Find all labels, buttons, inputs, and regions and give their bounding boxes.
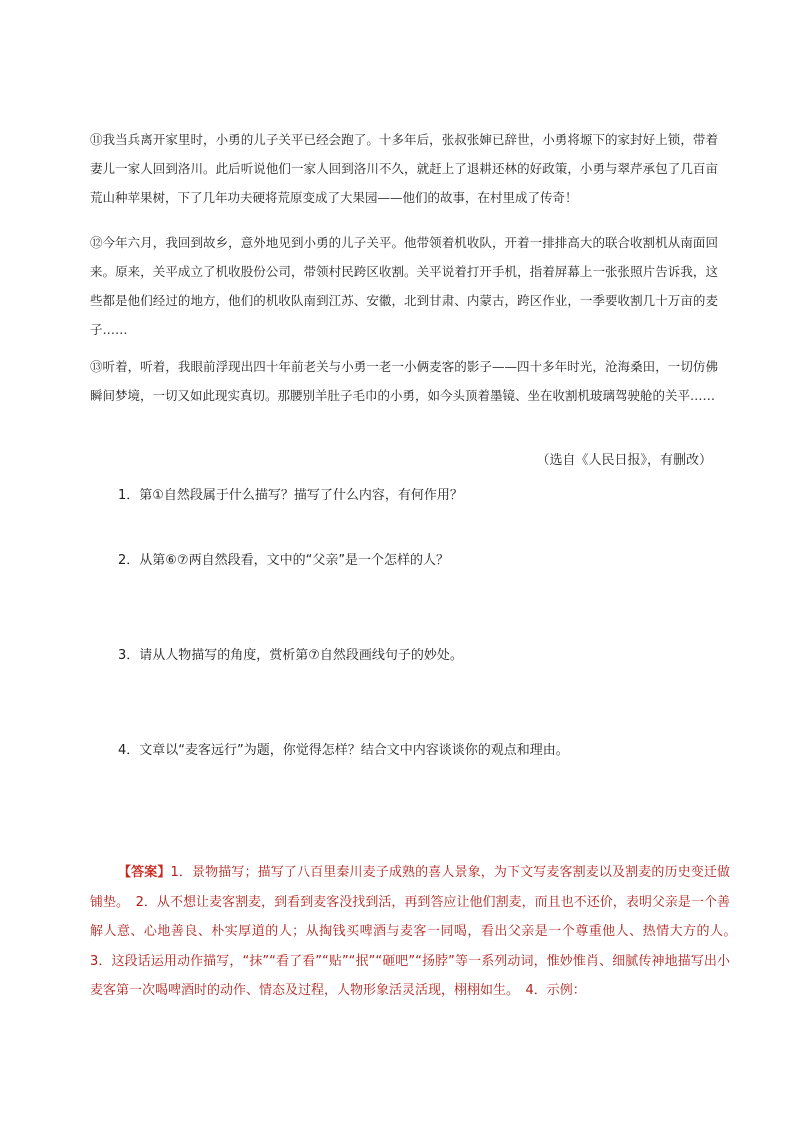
- answer-block: [90, 858, 744, 1006]
- paragraph-11: ⑪我当兵离开家里时，小勇的儿子关平已经会跑了。十多年后，张叔张婶已辞世，小勇将塬下的家封好上锁，带着妻儿一家人回到洛川。此后听说他们一家人回到洛川不久，就赶上了退耕还林的好政策，小勇与翠芹承包了几百亩荒山种苹果树，下了几年功夫硬将荒原变成了大果园——他们的故事，在村里成了传奇！: [90, 132, 718, 205]
- question-1: 1．第①自然段属于什么描写？描写了什么内容，有何作用？: [118, 488, 463, 503]
- question-3: 3．请从人物描写的角度，赏析第⑦自然段画线句子的妙处。: [118, 648, 463, 663]
- answer-text: 1．景物描写；描写了八百里秦川麦子成熟的喜人景象，为下文写麦客割麦以及割麦的历史变迁做铺垫。 2．从不想让麦客割麦，到看到麦客没找到活，再到答应让他们割麦，而且也不还价，表明父亲是一个善解人意、心地善良、朴实厚道的人；从掏钱买啤酒与麦客一同喝，看出父亲是一个尊重他人、热情大方的人。 3．这段话运用动作描写，“抹”“看了看”“贴”“抿”“砸吧”“扬脖”等一系列动词，惟妙惟肖、细腻传神地描写出小麦客第一次喝啤酒时的动作、情态及过程，人物形象活灵活现，栩栩如生。 4．示例：: [90, 865, 744, 998]
- paragraph-13: ⑬听着，听着，我眼前浮现出四十年前老关与小勇一老一小俩麦客的影子——四十多年时光，沧海桑田，一切仿佛瞬间梦境，一切又如此现实真切。那腰别羊肚子毛巾的小勇，如今头顶着墨镜、坐在收割机玻璃驾驶舱的关平……: [90, 359, 718, 403]
- answer-tag: 【答案】: [118, 865, 171, 880]
- question-4: 4．文章以“麦客远行”为题，你觉得怎样？结合文中内容谈谈你的观点和理由。: [118, 743, 569, 758]
- question-2: 2．从第⑥⑦两自然段看，文中的“父亲”是一个怎样的人？: [118, 553, 450, 568]
- paragraph-12: ⑫今年六月，我回到故乡，意外地见到小勇的儿子关平。他带领着机收队，开着一排排高大的联合收割机从南面回来。原来，关平成立了机收股份公司，带领村民跨区收割。关平说着打开手机，指着屏幕上一张张照片告诉我，这些都是他们经过的地方，他们的机收队南到江苏、安徽，北到甘肃、内蒙古，跨区作业，一季要收割几十万亩的麦子……: [90, 235, 718, 337]
- source-citation: （选自《人民日报》，有删改）: [536, 453, 712, 468]
